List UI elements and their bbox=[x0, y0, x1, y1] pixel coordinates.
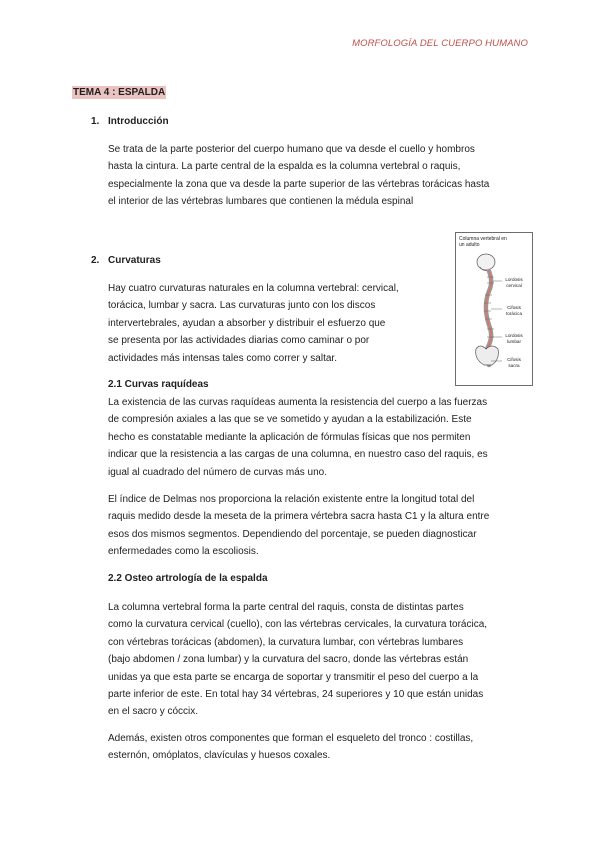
subsection-heading-osteo-artrologia: 2.2 Osteo artrología de la espalda bbox=[108, 573, 268, 584]
text-line: unidas ya que esta parte se encarga de soportar y transmitir el peso del cuerpo a la bbox=[108, 671, 479, 683]
label-lordosis-cervical: Lordosis cervical bbox=[505, 277, 523, 288]
text-line: El índice de Delmas nos proporciona la relación existente entre la longitud total del bbox=[108, 494, 475, 505]
text-line: indicar que la resistencia a las cargas de una columna, en nuestro caso del raquis, es bbox=[108, 449, 488, 461]
section-heading-introduccion bbox=[91, 116, 169, 127]
text-line: hasta la cintura. La parte central de la espalda es la columna vertebral o raquis, bbox=[108, 161, 461, 173]
label-cifosis-sacra: Cifosis sacra bbox=[507, 357, 521, 368]
topic-title: TEMA 4 : ESPALDA bbox=[73, 87, 166, 98]
running-header: MORFOLOGÍA DEL CUERPO HUMANO bbox=[352, 38, 528, 49]
label-lordosis-lumbar: Lordosis lumbar bbox=[505, 333, 523, 344]
osteo-artrologia-paragraph bbox=[108, 599, 487, 721]
label-cifosis-toracica: Cifosis torácica bbox=[505, 305, 523, 316]
section-number: 2. bbox=[91, 255, 100, 266]
text-line: de compresión axiales a las que se ve sometido y ayudan a la estabilización. Este bbox=[108, 414, 472, 426]
delmas-paragraph bbox=[108, 491, 489, 561]
text-line: Se trata de la parte posterior del cuerpo humano que va desde el cuello y hombros bbox=[108, 144, 475, 155]
section-number: 1. bbox=[91, 116, 100, 127]
text-line: (bajo abdomen / zona lumbar) y la curvatura del sacro, donde las vértebras están bbox=[108, 654, 469, 666]
curvaturas-paragraph bbox=[108, 280, 399, 367]
text-line: La columna vertebral forma la parte central del raquis, consta de distintas partes bbox=[108, 602, 464, 613]
text-line: Hay cuatro curvaturas naturales en la columna vertebral: cervical, bbox=[108, 283, 399, 294]
text-line: esternón, omóplatos, clavículas y huesos coxales. bbox=[108, 750, 331, 762]
text-line: esos dos mismos segmentos. Dependiendo del porcentaje, se pueden diagnosticar bbox=[108, 528, 477, 540]
text-line: hecho es constatable mediante la aplicación de fórmulas físicas que nos permiten bbox=[108, 431, 471, 443]
text-line: raquis medido desde la meseta de la primera vértebra sacra hasta C1 y la altura entre bbox=[108, 511, 490, 523]
text-line: actividades más intensas tales como correr y saltar. bbox=[108, 352, 337, 364]
text-line: parte inferior de este. En total hay 34 vértebras, 24 superiores y 10 que están unidas bbox=[108, 689, 484, 701]
text-line: especialmente la zona que va desde la parte superior de las vértebras torácicas hasta bbox=[108, 178, 490, 190]
intro-paragraph bbox=[108, 141, 489, 211]
text-line: igual al cuadrado del número de curvas más uno. bbox=[108, 466, 328, 478]
componentes-paragraph bbox=[108, 730, 473, 765]
text-line: enfermedades como la escoliosis. bbox=[108, 546, 259, 558]
text-line: Además, existen otros componentes que forman el esqueleto del tronco : costillas, bbox=[108, 733, 474, 744]
curvas-raquideas-paragraph bbox=[108, 394, 488, 481]
text-line: torácica, lumbar y sacra. Las curvaturas junto con los discos bbox=[108, 300, 376, 312]
text-line: como la curvatura cervical (cuello), con las vértebras cervicales, la curvatura torácica, bbox=[108, 619, 488, 631]
text-line: intervertebrales, ayudan a absorber y distribuir el esfuerzo que bbox=[108, 317, 386, 329]
text-line: La existencia de las curvas raquídeas aumenta la resistencia del cuerpo a las fuerzas bbox=[108, 397, 488, 408]
section-title: Introducción bbox=[108, 116, 169, 127]
text-line: con vértebras torácicas (abdomen), la curvatura lumbar, con vértebras lumbares bbox=[108, 636, 464, 648]
text-line: el interior de las vértebras lumbares que contienen la médula espinal bbox=[108, 196, 414, 208]
figure-title: Columna vertebral en un adulto bbox=[459, 236, 507, 248]
text-line: se presenta por las actividades diarias como caminar o por bbox=[108, 335, 370, 347]
text-line: en el sacro y cóccix. bbox=[108, 706, 199, 718]
section-heading-curvaturas bbox=[91, 255, 161, 266]
subsection-heading-curvas-raquideas: 2.1 Curvas raquídeas bbox=[108, 379, 209, 390]
spine-figure bbox=[455, 232, 533, 386]
section-title: Curvaturas bbox=[108, 255, 161, 266]
